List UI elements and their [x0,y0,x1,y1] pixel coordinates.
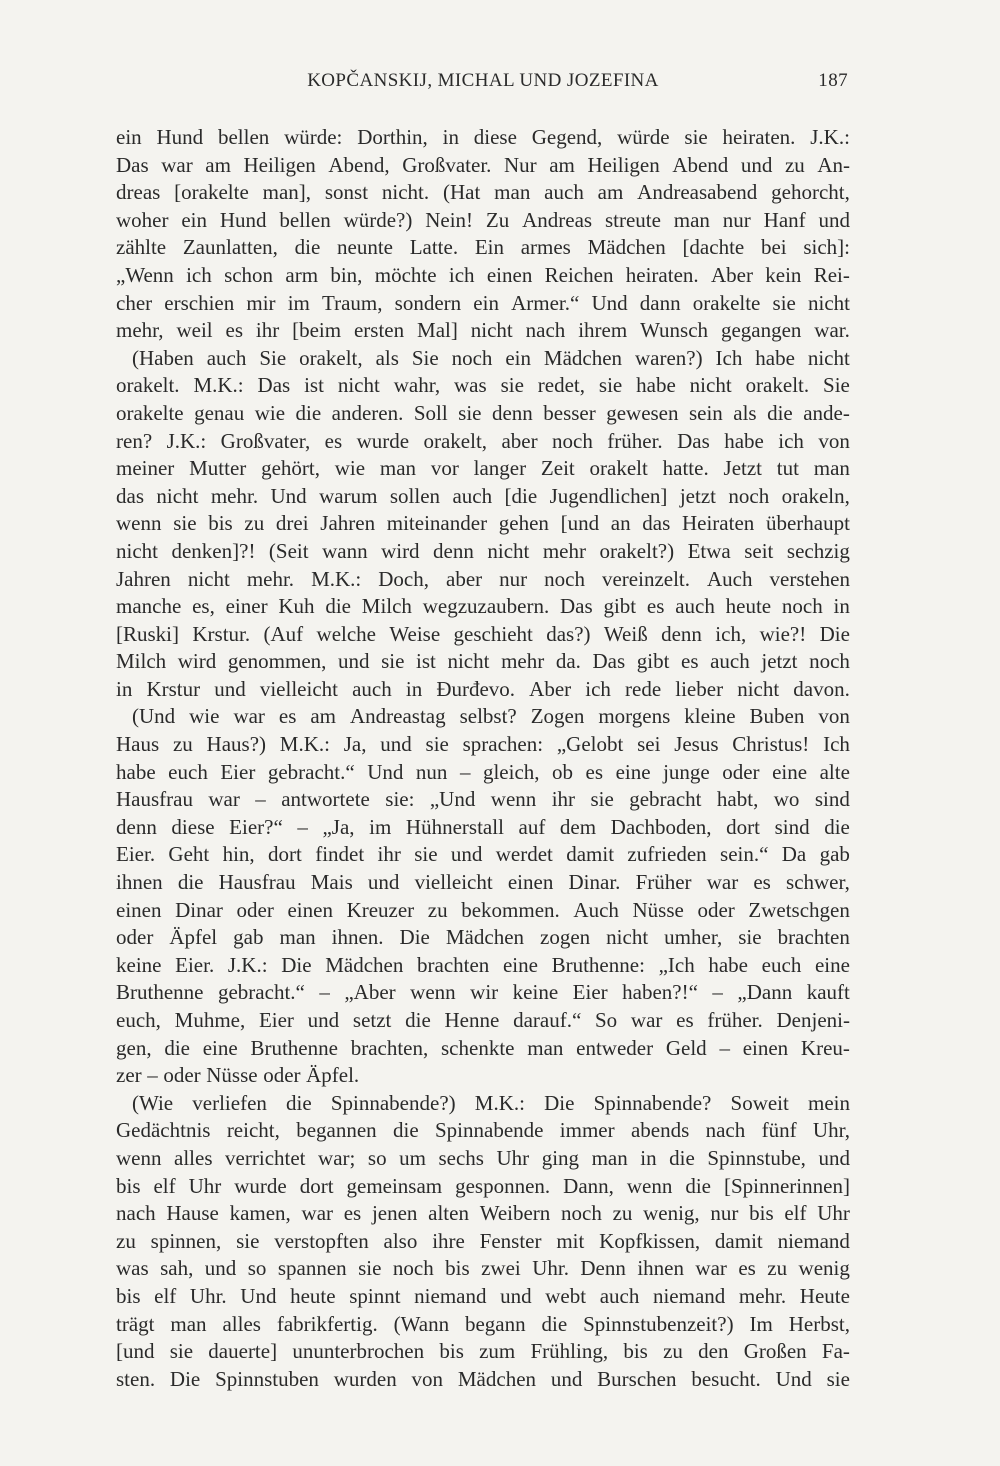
text-line: Bruthenne gebracht.“ – „Aber wenn wir keine Eier haben?!“ – „Dann kauft [116,980,850,1005]
text-line: nicht denken]?! (Seit wann wird denn nicht mehr orakelt?) Etwa seit sechzig [116,538,850,563]
text-line: ein Hund bellen würde: Dorthin, in diese Gegend, würde sie heiraten. J.K.: [116,125,850,149]
text-line: wenn alles verrichtet war; so um sechs Uhr ging man in die Spinnstube, und [116,1145,850,1170]
text-line: zer – oder Nüsse oder Äpfel. [116,1063,360,1088]
text-line: [Ruski] Krstur. (Auf welche Weise geschieht das?) Weiß denn ich, wie?! Die [116,621,850,646]
text-line: [und sie dauerte] ununterbrochen bis zum Frühling, bis zu den Großen Fa- [116,1339,850,1364]
text-line: Gedächtnis reicht, begannen die Spinnabende immer abends nach fünf Uhr, [116,1118,850,1143]
text-line: ihnen die Hausfrau Mais und vielleicht einen Dinar. Früher war es schwer, [116,870,850,895]
text-line: Jahren nicht mehr. M.K.: Doch, aber nur noch vereinzelt. Auch verstehen [116,566,850,591]
running-title: KOPČANSKIJ, MICHAL UND JOZEFINA [307,70,659,91]
page-number: 187 [818,70,848,91]
text-line: cher erschien mir im Traum, sondern ein Armer.“ Und dann orakelte sie nicht [116,290,850,315]
text-line: ren? J.K.: Großvater, es wurde orakelt, aber noch früher. Das habe ich von [116,428,850,453]
text-line: Hausfrau war – antwortete sie: „Und wenn ihr sie gebracht habt, wo sind [116,787,850,812]
text-line: woher ein Hund bellen würde?) Nein! Zu Andreas streute man nur Hanf und [116,207,850,232]
text-line: in Krstur und vielleicht auch in Đurđevo. Aber ich rede lieber nicht davon. [116,676,850,701]
text-line: gen, die eine Bruthenne brachten, schenkte man entweder Geld – einen Kreu- [116,1035,850,1060]
text-line: „Wenn ich schon arm bin, möchte ich einen Reichen heiraten. Aber kein Rei- [116,262,850,287]
text-line: zu spinnen, sie verstopften also ihre Fenster mit Kopfkissen, damit niemand [116,1228,850,1253]
text-line: orakelte genau wie die anderen. Soll sie denn besser gewesen sein als die ande- [116,400,850,425]
text-line: (Und wie war es am Andreastag selbst? Zogen morgens kleine Buben von [132,704,850,729]
running-head [118,70,848,100]
text-line: das nicht mehr. Und warum sollen auch [die Jugendlichen] jetzt noch orakeln, [116,483,850,508]
text-line: euch, Muhme, Eier und setzt die Henne darauf.“ So war es früher. Denjeni- [116,1008,850,1032]
text-line: denn diese Eier?“ – „Ja, im Hühnerstall auf dem Dachboden, dort sind die [116,814,850,839]
text-line: bis elf Uhr wurde dort gemeinsam gesponnen. Dann, wenn die [Spinnerinnen] [116,1173,850,1198]
text-line: bis elf Uhr. Und heute spinnt niemand und webt auch niemand mehr. Heute [116,1283,850,1308]
text-line: nach Hause kamen, war es jenen alten Weibern noch zu wenig, nur bis elf Uhr [116,1201,850,1226]
text-line: einen Dinar oder einen Kreuzer zu bekommen. Auch Nüsse oder Zwetschgen [116,897,850,922]
text-line: (Haben auch Sie orakelt, als Sie noch ein Mädchen waren?) Ich habe nicht [132,345,850,370]
text-line: Eier. Geht hin, dort findet ihr sie und werdet damit zufrieden sein.“ Da gab [116,842,850,867]
text-line: wenn sie bis zu drei Jahren miteinander gehen [und an das Heiraten überhaupt [116,511,850,536]
text-line: Milch wird genommen, und sie ist nicht mehr da. Das gibt es auch jetzt noch [116,649,850,674]
text-line: meiner Mutter gehört, wie man vor langer Zeit orakelt hatte. Jetzt tut man [116,456,850,481]
text-line: Haus zu Haus?) M.K.: Ja, und sie sprachen: „Gelobt sei Jesus Christus! Ich [116,732,850,757]
text-line: habe euch Eier gebracht.“ Und nun – gleich, ob es eine junge oder eine alte [116,759,850,784]
text-line: was sah, und so spannen sie noch bis zwei Uhr. Denn ihnen war es zu wenig [116,1256,850,1281]
text-line: keine Eier. J.K.: Die Mädchen brachten eine Bruthenne: „Ich habe euch eine [116,952,850,977]
body-text [116,124,850,1393]
text-line: mehr, weil es ihr [beim ersten Mal] nicht nach ihrem Wunsch gegangen war. [116,318,850,343]
text-line: dreas [orakelte man], sonst nicht. (Hat man auch am Andreasabend gehorcht, [116,180,850,205]
text-line: orakelt. M.K.: Das ist nicht wahr, was sie redet, sie habe nicht orakelt. Sie [116,373,850,398]
text-line: manche es, einer Kuh die Milch wegzuzaubern. Das gibt es auch heute noch in [116,594,850,619]
text-line: Das war am Heiligen Abend, Großvater. Nur am Heiligen Abend und zu An- [116,152,850,177]
text-line: oder Äpfel gab man ihnen. Die Mädchen zogen nicht umher, sie brachten [116,925,850,950]
text-line: zählte Zaunlatten, die neunte Latte. Ein armes Mädchen [dachte bei sich]: [116,235,850,260]
text-line: sten. Die Spinnstuben wurden von Mädchen und Burschen besucht. Und sie [116,1366,850,1391]
text-line: (Wie verliefen die Spinnabende?) M.K.: Die Spinnabende? Soweit mein [132,1090,850,1115]
text-line: trägt man alles fabrikfertig. (Wann begann die Spinnstubenzeit?) Im Herbst, [116,1311,850,1336]
